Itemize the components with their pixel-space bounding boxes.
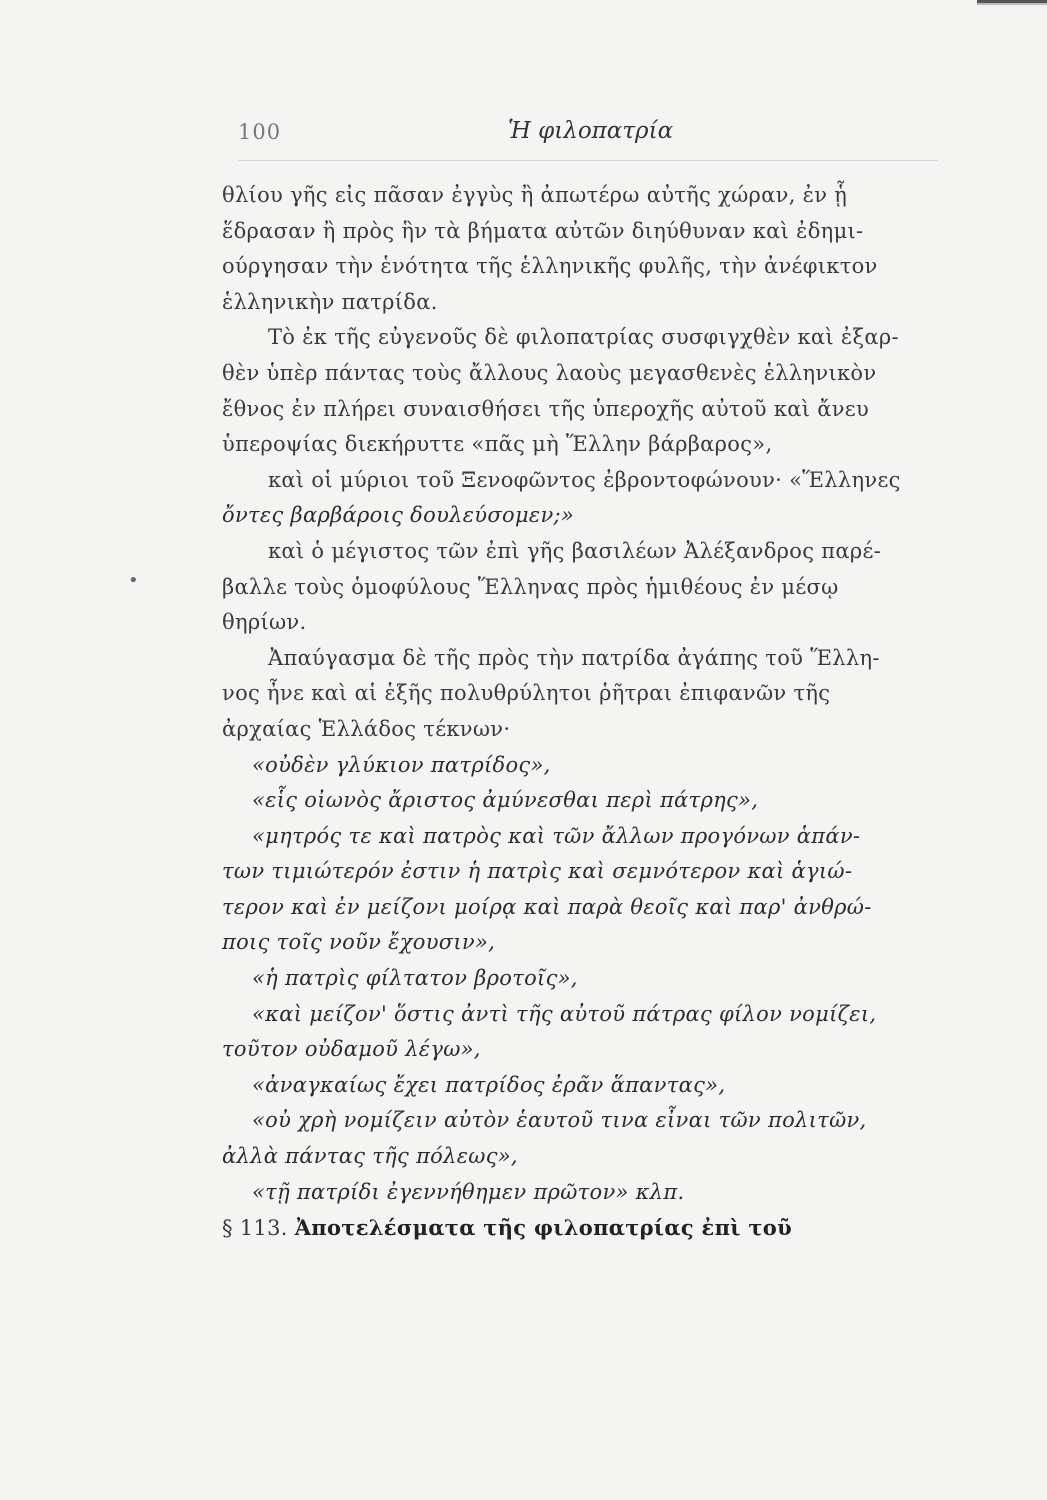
page-number: 100 xyxy=(238,120,282,144)
text-line: ούργησαν τὴν ἑνότητα τῆς ἑλληνικῆς φυλῆς, τὴν ἀνέφικτον xyxy=(222,254,878,279)
quote-line: «ἀναγκαίως ἔχει πατρίδος ἐρᾶν ἅπαντας», xyxy=(252,1072,726,1097)
scan-edge-mark xyxy=(977,0,1047,10)
text-line: βαλλε τοὺς ὁμοφύλους Ἕλληνας πρὸς ἡμιθέους ἐν μέσῳ xyxy=(222,574,839,599)
section-heading xyxy=(222,1210,938,1246)
paragraph-start: Ἀπαύγασμα δὲ τῆς πρὸς τὴν πατρίδα ἀγάπης τοῦ Ἕλλη- xyxy=(268,645,880,670)
quote-line: «ἡ πατρὶς φίλτατον βροτοῖς», xyxy=(252,966,578,991)
quote-line: «οὐδὲν γλύκιον πατρίδος», xyxy=(252,752,551,777)
text-line: ἑλληνικὴν πατρίδα. xyxy=(222,289,438,314)
quote-line: «τῇ πατρίδι ἐγεννήθημεν πρῶτον» κλπ. xyxy=(252,1179,685,1204)
text-line: καὶ οἱ μύριοι τοῦ Ξενοφῶντος ἐβροντοφώνουν· «Ἕλληνες xyxy=(268,467,901,492)
quote-line: τερον καὶ ἐν μείζονι μοίρᾳ καὶ παρὰ θεοῖς καὶ παρ' ἀνθρώ- xyxy=(222,894,872,919)
text-line: ἕδρασαν ἢ πρὸς ἣν τὰ βήματα αὐτῶν διηύθυναν καὶ ἐδημι- xyxy=(222,218,864,243)
quote-line: «μητρός τε καὶ πατρὸς καὶ τῶν ἄλλων προγόνων ἁπάν- xyxy=(252,823,861,848)
running-title: Ἡ φιλοπατρία xyxy=(508,118,674,144)
quote-line: «οὐ χρὴ νομίζειν αὐτὸν ἑαυτοῦ τινα εἶναι τῶν πολιτῶν, xyxy=(252,1108,867,1133)
page-header xyxy=(238,120,938,160)
text-line: νος ἦνε καὶ αἱ ἑξῆς πολυθρύλητοι ῥῆτραι ἐπιφανῶν τῆς xyxy=(222,681,831,706)
text-line: θὲν ὑπὲρ πάντας τοὺς ἄλλους λαοὺς μεγασθενὲς ἑλληνικὸν xyxy=(222,360,877,385)
quote-line: «εἷς οἰωνὸς ἄριστος ἀμύνεσθαι περὶ πάτρης», xyxy=(252,788,759,813)
quote-line: των τιμιώτερόν ἐστιν ἡ πατρὶς καὶ σεμνότερον καὶ ἁγιώ- xyxy=(222,859,853,884)
section-number: § 113. xyxy=(222,1216,288,1241)
quote-line: ἀλλὰ πάντας τῆς πόλεως», xyxy=(222,1144,518,1169)
paragraph-start: Τὸ ἐκ τῆς εὐγενοῦς δὲ φιλοπατρίας συσφιγχθὲν καὶ ἐξαρ- xyxy=(268,325,899,350)
text-line: ἀρχαίας Ἑλλάδος τέκνων· xyxy=(222,716,511,741)
text-line: ἔθνος ἐν πλήρει συναισθήσει τῆς ὑπεροχῆς αὐτοῦ καὶ ἄνευ xyxy=(222,396,870,421)
header-rule xyxy=(238,160,938,161)
text-line: καὶ ὁ μέγιστος τῶν ἐπὶ γῆς βασιλέων Ἀλέξανδρος παρέ- xyxy=(268,538,882,563)
margin-mark: • xyxy=(128,570,139,591)
section-title: Ἀποτελέσματα τῆς φιλοπατρίας ἐπὶ τοῦ xyxy=(294,1215,792,1241)
body-text xyxy=(222,178,938,1246)
quote-line: ποις τοῖς νοῦν ἔχουσιν», xyxy=(222,930,496,955)
quote-line: ὄντες βαρβάροις δουλεύσομεν;» xyxy=(222,503,575,528)
quote-line: τοῦτον οὐδαμοῦ λέγω», xyxy=(222,1037,481,1062)
text-line: θηρίων. xyxy=(222,610,307,635)
quote-line: «καὶ μείζον' ὅστις ἀντὶ τῆς αὐτοῦ πάτρας φίλον νομίζει, xyxy=(252,1001,877,1026)
text-line: ὑπεροψίας διεκήρυττε «πᾶς μὴ Ἕλλην βάρβαρος», xyxy=(222,432,773,457)
text-line: θλίου γῆς εἰς πᾶσαν ἐγγὺς ἢ ἀπωτέρω αὐτῆς χώραν, ἐν ᾗ xyxy=(222,183,848,207)
